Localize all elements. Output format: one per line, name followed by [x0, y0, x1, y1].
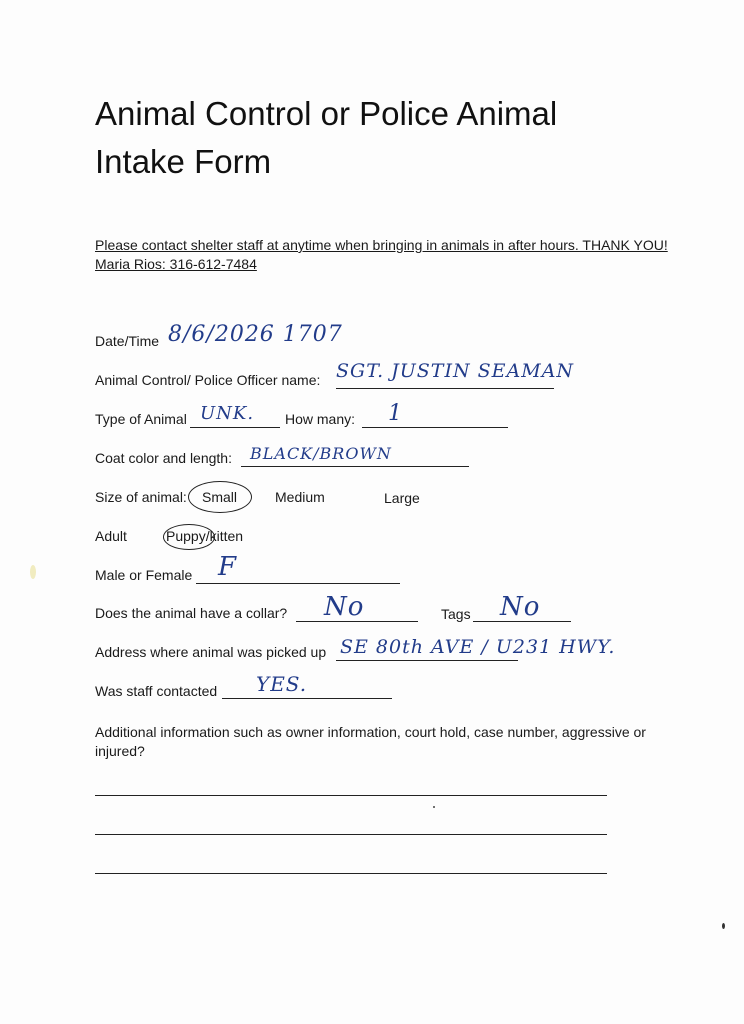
- sex-label: Male or Female: [95, 567, 193, 583]
- how-many-label: How many:: [285, 411, 356, 427]
- how-many-value[interactable]: 1: [388, 401, 403, 426]
- coat-value[interactable]: BLACK/BROWN: [250, 444, 392, 463]
- officer-name-line: [336, 388, 554, 389]
- additional-info-line-3[interactable]: [95, 873, 607, 874]
- staff-contacted-line: [222, 698, 392, 699]
- additional-info-line-1[interactable]: [95, 795, 607, 796]
- address-label: Address where animal was picked up: [95, 644, 327, 660]
- size-option-medium[interactable]: Medium: [275, 489, 325, 505]
- size-label: Size of animal:: [95, 489, 187, 505]
- tags-value[interactable]: No: [500, 592, 541, 622]
- animal-type-value[interactable]: UNK.: [200, 403, 255, 424]
- size-selected-circle: [188, 481, 252, 513]
- datetime-label: Date/Time: [95, 333, 160, 349]
- datetime-value[interactable]: 8/6/2026 1707: [168, 322, 343, 347]
- after-hours-notice: [95, 236, 675, 274]
- address-value[interactable]: SE 80th AVE / U231 HWY.: [340, 636, 616, 658]
- how-many-line: [362, 427, 508, 428]
- contact-info: Maria Rios: 316-612-7484: [95, 256, 257, 272]
- scan-mark: [722, 923, 725, 929]
- sex-value[interactable]: F: [218, 552, 238, 582]
- form-title: Animal Control or Police Animal Intake Form: [95, 95, 558, 180]
- tags-label: Tags: [441, 606, 471, 622]
- additional-info-line-2[interactable]: [95, 834, 607, 835]
- age-option-puppy-kitten[interactable]: Puppy/kitten: [166, 528, 244, 544]
- notice-text: Please contact shelter staff at anytime when bringing in animals in after hours. THANK YOU!: [95, 237, 668, 253]
- collar-value[interactable]: No: [324, 592, 365, 622]
- staff-contacted-value[interactable]: YES.: [256, 672, 308, 696]
- coat-label: Coat color and length:: [95, 450, 232, 466]
- animal-type-label: Type of Animal: [95, 411, 187, 427]
- officer-name-label: Animal Control/ Police Officer name:: [95, 372, 321, 388]
- age-selected-circle: [163, 524, 215, 550]
- animal-type-line: [190, 427, 280, 428]
- address-line: [336, 660, 518, 661]
- sex-line: [196, 583, 400, 584]
- collar-label: Does the animal have a collar?: [95, 605, 288, 621]
- age-option-adult[interactable]: Adult: [95, 528, 127, 544]
- staff-contacted-label: Was staff contacted: [95, 683, 218, 699]
- coat-line: [241, 466, 469, 467]
- size-option-large[interactable]: Large: [384, 490, 420, 506]
- additional-info-label: Additional information such as owner information, court hold, case number, aggressive or injured?: [95, 724, 646, 759]
- scan-mark: [433, 806, 435, 808]
- officer-name-value[interactable]: SGT. JUSTIN SEAMAN: [336, 360, 575, 382]
- scan-mark: [30, 565, 36, 579]
- size-option-small[interactable]: Small: [202, 489, 238, 505]
